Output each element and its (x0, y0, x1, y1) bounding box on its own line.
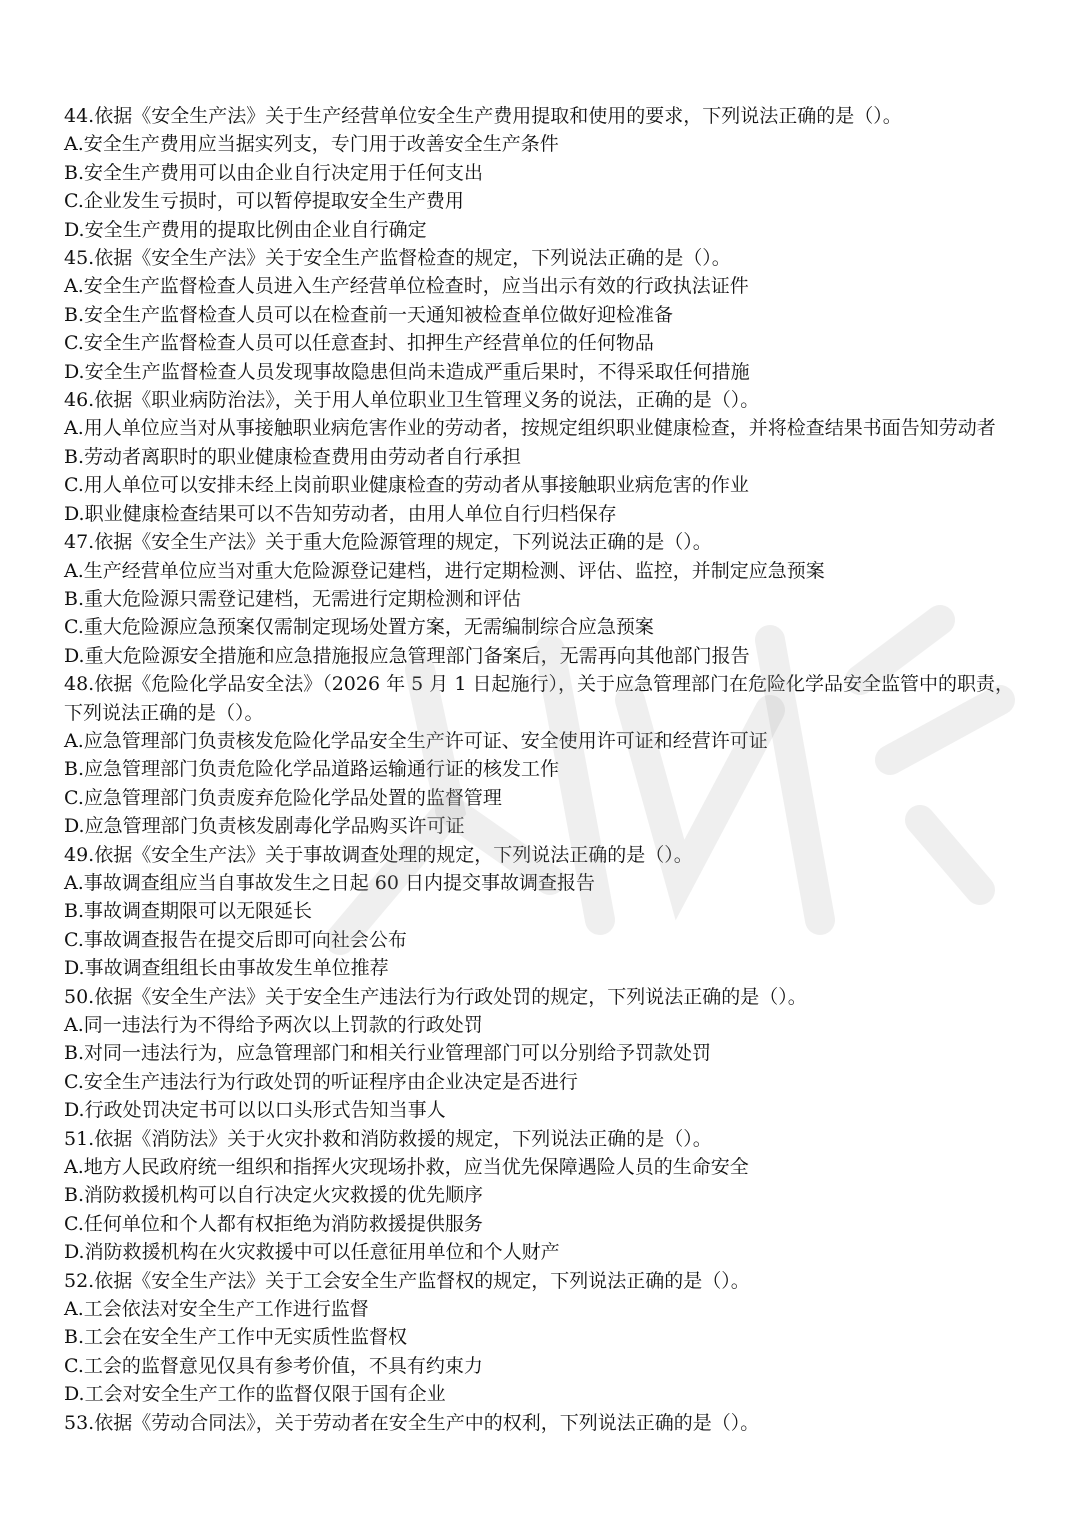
question-option: B.安全生产费用可以由企业自行决定用于任何支出 (64, 161, 484, 184)
question-option: A.生产经营单位应当对重大危险源登记建档，进行定期检测、评估、监控，并制定应急预案 (64, 559, 825, 582)
question-option: A.地方人民政府统一组织和指挥火灾现场扑救，应当优先保障遇险人员的生命安全 (64, 1156, 749, 1179)
question-option: A.工会依法对安全生产工作进行监督 (64, 1298, 369, 1321)
question-option: D.行政处罚决定书可以以口头形式告知当事人 (64, 1099, 446, 1122)
question-option: D.安全生产监督检查人员发现事故隐患但尚未造成严重后果时，不得采取任何措施 (64, 360, 750, 383)
question-option: B.事故调查期限可以无限延长 (64, 900, 313, 923)
question-option: B.安全生产监督检查人员可以在检查前一天通知被检查单位做好迎检准备 (64, 303, 674, 326)
question-option: D.消防救援机构在火灾救援中可以任意征用单位和个人财产 (64, 1241, 560, 1264)
question-option: C.应急管理部门负责废弃危险化学品处置的监督管理 (64, 786, 502, 809)
question-option: C.安全生产监督检查人员可以任意查封、扣押生产经营单位的任何物品 (64, 332, 654, 355)
question-stem: 48.依据《危险化学品安全法》（2026 年 5 月 1 日起施行），关于应急管理部门在危险化学品安全监管中的职责，下列说法正确的是（）。 (64, 673, 1014, 724)
question-option: C.工会的监督意见仅具有参考价值，不具有约束力 (64, 1354, 483, 1377)
question-option: A.用人单位应当对从事接触职业病危害作业的劳动者，按规定组织职业健康检查，并将检查结果书面告知劳动者 (64, 417, 996, 440)
question-option: D.职业健康检查结果可以不告知劳动者，由用人单位自行归档保存 (64, 502, 617, 525)
question-stem: 45.依据《安全生产法》关于安全生产监督检查的规定，下列说法正确的是（）。 (64, 247, 731, 270)
question-stem: 47.依据《安全生产法》关于重大危险源管理的规定，下列说法正确的是（）。 (64, 531, 712, 554)
question-option: C.事故调查报告在提交后即可向社会公布 (64, 928, 407, 951)
question-option: C.企业发生亏损时，可以暂停提取安全生产费用 (64, 190, 464, 213)
question-option: A.安全生产监督检查人员进入生产经营单位检查时，应当出示有效的行政执法证件 (64, 275, 749, 298)
question-option: B.劳动者离职时的职业健康检查费用由劳动者自行承担 (64, 445, 522, 468)
question-option: A.应急管理部门负责核发危险化学品安全生产许可证、安全使用许可证和经营许可证 (64, 729, 768, 752)
question-option: C.安全生产违法行为行政处罚的听证程序由企业决定是否进行 (64, 1070, 578, 1093)
question-option: A.安全生产费用应当据实列支，专门用于改善安全生产条件 (64, 133, 559, 156)
question-option: B.重大危险源只需登记建档，无需进行定期检测和评估 (64, 587, 522, 610)
question-stem: 53.依据《劳动合同法》，关于劳动者在安全生产中的权利，下列说法正确的是（）。 (64, 1411, 760, 1434)
question-stem: 50.依据《安全生产法》关于安全生产违法行为行政处罚的规定，下列说法正确的是（）。 (64, 985, 807, 1008)
question-stem: 51.依据《消防法》关于火灾扑救和消防救援的规定，下列说法正确的是（）。 (64, 1127, 712, 1150)
question-option: D.工会对安全生产工作的监督仅限于国有企业 (64, 1383, 446, 1406)
question-option: B.消防救援机构可以自行决定火灾救援的优先顺序 (64, 1184, 484, 1207)
question-document (64, 102, 1024, 1437)
question-option: A.同一违法行为不得给予两次以上罚款的行政处罚 (64, 1014, 483, 1036)
question-stem: 52.依据《安全生产法》关于工会安全生产监督权的规定，下列说法正确的是（）。 (64, 1269, 750, 1292)
question-option: D.事故调查组组长由事故发生单位推荐 (64, 957, 389, 980)
question-option: C.任何单位和个人都有权拒绝为消防救援提供服务 (64, 1212, 483, 1235)
question-option: B.工会在安全生产工作中无实质性监督权 (64, 1326, 408, 1349)
question-stem: 46.依据《职业病防治法》，关于用人单位职业卫生管理义务的说法，正确的是（）。 (64, 389, 760, 412)
question-option: D.安全生产费用的提取比例由企业自行确定 (64, 218, 427, 241)
question-stem: 49.依据《安全生产法》关于事故调查处理的规定，下列说法正确的是（）。 (64, 843, 693, 866)
question-option: C.用人单位可以安排未经上岗前职业健康检查的劳动者从事接触职业病危害的作业 (64, 474, 749, 497)
question-option: B.应急管理部门负责危险化学品道路运输通行证的核发工作 (64, 758, 560, 781)
question-stem: 44.依据《安全生产法》关于生产经营单位安全生产费用提取和使用的要求，下列说法正确的是（）。 (64, 105, 902, 127)
question-option: D.重大危险源安全措施和应急措施报应急管理部门备案后，无需再向其他部门报告 (64, 644, 750, 667)
question-option: A.事故调查组应当自事故发生之日起 60 日内提交事故调查报告 (64, 871, 596, 894)
question-option: C.重大危险源应急预案仅需制定现场处置方案，无需编制综合应急预案 (64, 616, 654, 639)
question-option: B.对同一违法行为，应急管理部门和相关行业管理部门可以分别给予罚款处罚 (64, 1042, 712, 1065)
question-option: D.应急管理部门负责核发剧毒化学品购买许可证 (64, 815, 465, 838)
